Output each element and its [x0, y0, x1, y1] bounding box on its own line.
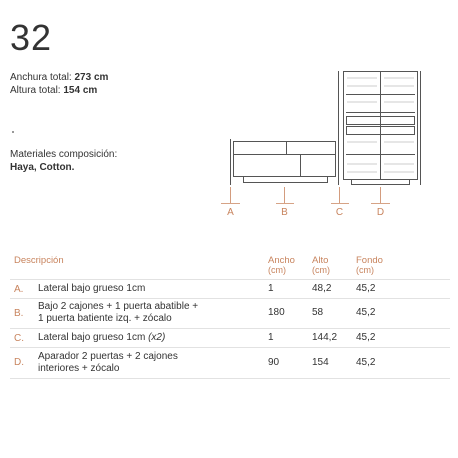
header-width: Ancho — [268, 255, 295, 266]
total-height-value: 154 cm — [63, 85, 98, 96]
row-width: 90 — [268, 357, 280, 368]
row-height: 144,2 — [312, 332, 338, 343]
row-letter: B. — [14, 308, 24, 319]
row-height: 48,2 — [312, 283, 332, 294]
row-description-line2: 1 puerta batiente izq. + zócalo — [38, 313, 172, 324]
row-description: Aparador 2 puertas + 2 cajones — [38, 351, 178, 362]
materials-value: Haya, Cotton. — [10, 162, 75, 173]
drawing-letter-b: B — [281, 207, 288, 218]
row-width: 180 — [268, 307, 285, 318]
row-divider — [10, 298, 450, 299]
row-description-note: (x2) — [148, 332, 166, 343]
row-description-text: Lateral bajo grueso 1cm — [38, 332, 146, 343]
drawing-letter-a: A — [227, 207, 234, 218]
row-divider — [10, 328, 450, 329]
row-height: 58 — [312, 307, 324, 318]
header-description: Descripción — [14, 255, 64, 266]
row-depth: 45,2 — [356, 307, 376, 318]
row-description-line2: interiores + zócalo — [38, 363, 120, 374]
header-depth: Fondo — [356, 255, 383, 266]
row-width: 1 — [268, 332, 274, 343]
row-height: 154 — [312, 357, 329, 368]
row-divider — [10, 279, 450, 280]
row-divider — [10, 347, 450, 348]
total-width-value: 273 cm — [74, 72, 109, 83]
row-letter: C. — [14, 333, 24, 344]
row-width: 1 — [268, 283, 274, 294]
header-height-unit: (cm) — [312, 265, 330, 275]
row-description — [38, 332, 165, 344]
row-letter: D. — [14, 357, 24, 368]
unit-b-plinth — [244, 177, 328, 183]
materials-label: Materiales composición: — [10, 149, 118, 160]
drawing-letter-d: D — [376, 207, 385, 218]
row-description: Lateral bajo grueso 1cm — [38, 283, 146, 294]
total-height-label: Altura total: — [10, 85, 61, 96]
row-depth: 45,2 — [356, 283, 376, 294]
total-width-label: Anchura total: — [10, 72, 72, 83]
row-divider — [10, 378, 450, 379]
model-number: 32 — [10, 17, 53, 58]
row-description: Bajo 2 cajones + 1 puerta abatible + — [38, 301, 199, 312]
row-depth: 45,2 — [356, 332, 376, 343]
row-depth: 45,2 — [356, 357, 376, 368]
header-width-unit: (cm) — [268, 265, 286, 275]
unit-b-body — [234, 142, 336, 177]
unit-d-plinth — [352, 180, 410, 185]
drawing-letter-c: C — [335, 207, 344, 218]
header-depth-unit: (cm) — [356, 265, 374, 275]
row-letter: A. — [14, 284, 24, 295]
header-height: Alto — [312, 255, 329, 266]
